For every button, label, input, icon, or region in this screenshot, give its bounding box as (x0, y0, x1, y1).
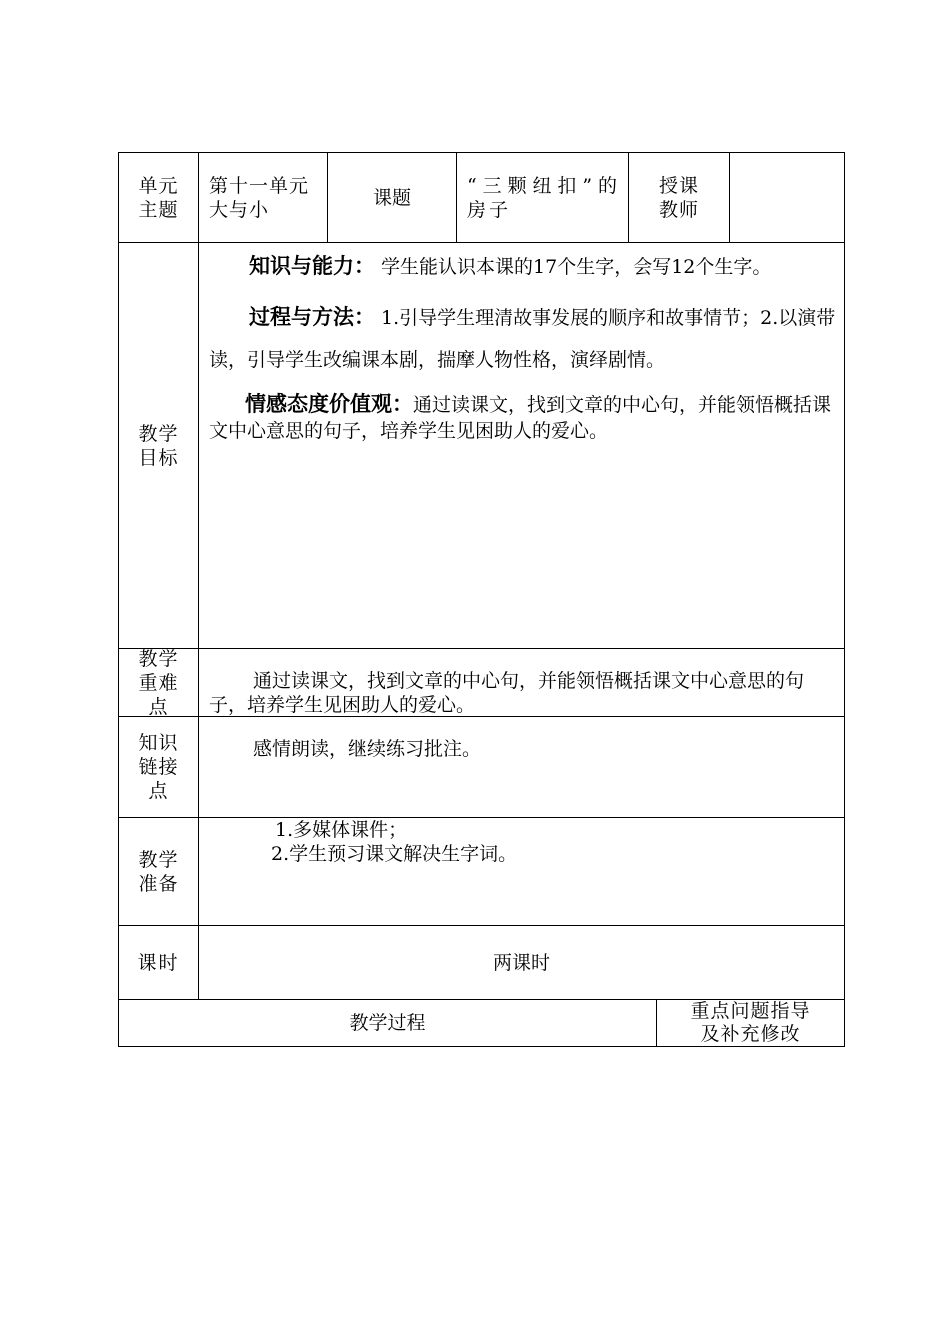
preparation-item: 2.学生预习课文解决生字词。 (271, 843, 518, 865)
links-text: 感情朗读，继续练习批注。 (253, 738, 482, 760)
lesson-name: “三颗纽扣”的房子 (467, 174, 620, 221)
emotion-title: 情感态度价值观： (245, 392, 413, 416)
lesson-plan-table (118, 152, 845, 1047)
difficulty-text: 通过读课文，找到文章的中心句，并能领悟概括课文中心意思的句子，培养学生见困助人的爱心。 (209, 670, 805, 716)
difficulty-label: 教学 重难 点 (119, 649, 199, 716)
hours-label: 课时 (119, 926, 199, 999)
header-row (118, 152, 845, 242)
emotion-objective (209, 391, 836, 444)
difficulty-row (118, 648, 845, 716)
links-label: 知识 链接 点 (119, 717, 199, 817)
unit-label: 单元 主题 (119, 153, 199, 242)
process-text: 1.引导学生理清故事发展的顺序和故事情节；2.以演带读，引导学生改编课本剧，揣摩人物性格，演绎剧情。 (209, 307, 836, 371)
preparation-item: 1.多媒体课件； (275, 819, 408, 841)
lesson-label: 课题 (328, 153, 457, 242)
preparation-row (118, 817, 845, 925)
lesson-name-cell (457, 153, 629, 242)
objectives-row (118, 242, 845, 648)
preparation-list (199, 818, 844, 925)
links-row (118, 716, 845, 817)
process-title: 过程与方法： (249, 305, 375, 329)
process-objective (209, 296, 836, 381)
knowledge-text: 学生能认识本课的17个生字，会写12个生字。 (375, 256, 772, 278)
objectives-label: 教学 目标 (119, 243, 199, 648)
unit-name: 第十一单元 大与小 (199, 153, 328, 242)
knowledge-title: 知识与能力： (249, 254, 375, 278)
knowledge-objective (209, 249, 836, 284)
objectives-body (199, 243, 844, 648)
process-row (118, 999, 845, 1047)
hours-value: 两课时 (492, 951, 550, 974)
hours-row (118, 925, 845, 999)
emotion-text: 通过读课文，找到文章的中心句，并能领悟概括课文中心意思的句子，培养学生见困助人的爱心。 (209, 394, 832, 442)
preparation-label: 教学 准备 (119, 818, 199, 925)
process-notes-label: 重点问题指导 及补充修改 (690, 1000, 811, 1045)
process-label: 教学过程 (119, 1000, 657, 1046)
teacher-value (730, 153, 844, 242)
teacher-label: 授课 教师 (629, 153, 730, 242)
